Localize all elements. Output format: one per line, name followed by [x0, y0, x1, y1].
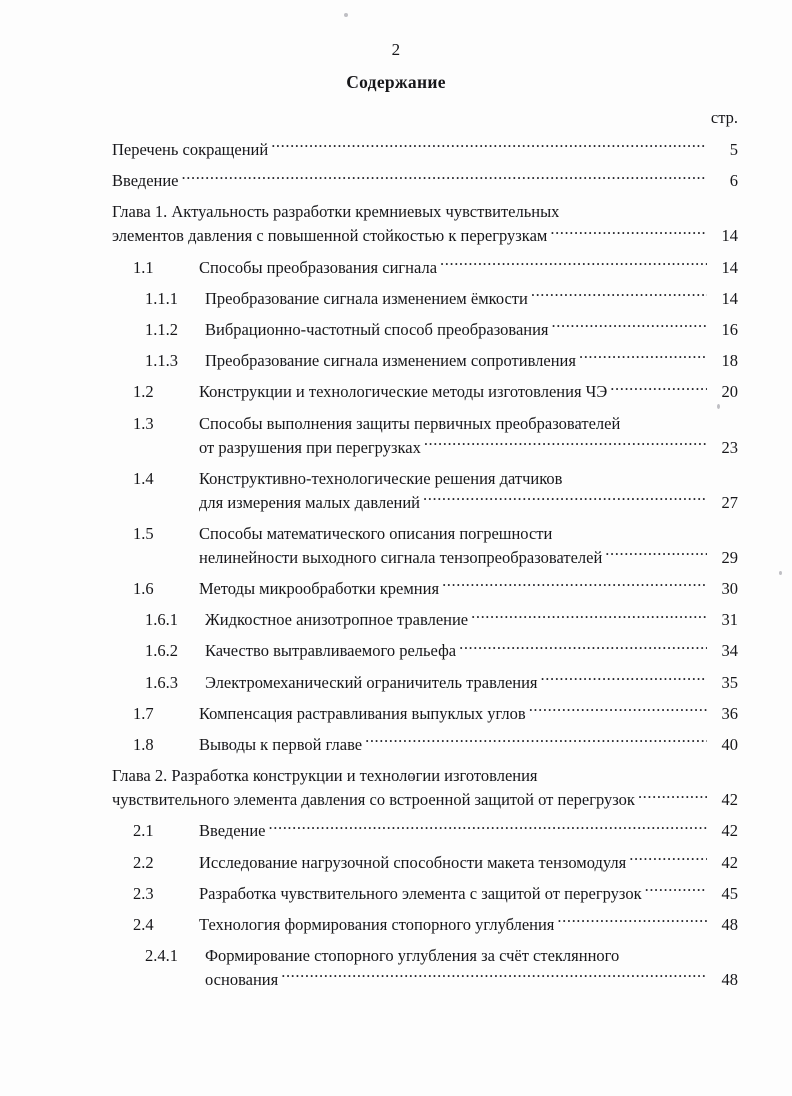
- toc-entry[interactable]: [112, 412, 738, 460]
- toc-entry-title: Конструкции и технологические методы изготовления ЧЭ: [199, 382, 608, 402]
- toc-entry-number: 1.1.3: [145, 351, 178, 371]
- toc-entry-page-number: 42: [721, 790, 738, 810]
- toc-entry-line: [112, 349, 738, 373]
- toc-entry-title: Компенсация растравливания выпуклых углов: [199, 703, 526, 723]
- toc-entry-title: Вибрационно-частотный способ преобразования: [205, 319, 549, 339]
- toc-entry[interactable]: [112, 169, 738, 193]
- toc-entry-title: Способы математического описания погрешности: [199, 523, 553, 543]
- toc-entry[interactable]: [112, 608, 738, 632]
- toc-entry-line: [112, 788, 738, 812]
- toc-entry-title: Способы преобразования сигнала: [199, 257, 438, 277]
- toc-dot-leader: [529, 702, 707, 719]
- toc-dot-leader: [271, 139, 707, 156]
- toc-entry-title: Формирование стопорного углубления за счёт стеклянного: [205, 946, 620, 966]
- toc-dot-leader: [182, 170, 707, 187]
- toc-dot-leader: [424, 436, 707, 453]
- toc-entry-title: основания: [205, 970, 279, 990]
- toc-entry[interactable]: [112, 671, 738, 695]
- toc-entry[interactable]: [112, 287, 738, 311]
- toc-dot-leader: [550, 225, 707, 242]
- toc-entry-number: 1.3: [133, 413, 154, 433]
- toc-dot-leader: [565, 467, 707, 484]
- toc-entry[interactable]: [112, 380, 738, 404]
- toc-entry-title: от разрушения при перегрузках: [199, 437, 421, 457]
- toc-entry-number: 1.8: [133, 735, 154, 754]
- toc-entry-title: элементов давления с повышенной стойкостью к перегрузкам: [112, 226, 548, 246]
- toc-entry-number: 1.7: [133, 703, 154, 723]
- toc-entry-page-number: 23: [721, 437, 738, 457]
- toc-entry-line: [112, 412, 738, 436]
- toc-entry-line: [112, 851, 738, 875]
- toc-entry-page-number: 14: [721, 226, 738, 246]
- toc-entry-title: для измерения малых давлений: [199, 492, 421, 512]
- toc-entry-number: 1.1.2: [145, 319, 178, 339]
- toc-entry[interactable]: [112, 639, 738, 663]
- toc-entry-line: [112, 467, 738, 491]
- toc-entry-line: [112, 968, 738, 992]
- toc-entry-page-number: 27: [721, 492, 738, 512]
- toc-dot-leader: [623, 412, 707, 429]
- toc-entry-page-number: 5: [729, 140, 738, 159]
- toc-entry[interactable]: [112, 349, 738, 373]
- toc-entry-title: Преобразование сигнала изменением ёмкости: [205, 288, 528, 308]
- toc-dot-leader: [605, 546, 707, 563]
- toc-entry-page-number: 14: [721, 288, 738, 308]
- toc-entry-number: 2.2: [133, 852, 154, 872]
- toc-dot-leader: [423, 491, 707, 508]
- toc-entry-number: 1.1.1: [145, 288, 178, 308]
- toc-dot-leader: [557, 913, 707, 930]
- toc-entry-line: [112, 436, 738, 460]
- toc-entry-line: [112, 287, 738, 311]
- toc-entry-number: 1.6.1: [145, 610, 178, 630]
- toc-entry-page-number: 30: [721, 579, 738, 599]
- toc-entry-page-number: 35: [721, 672, 738, 692]
- toc-entry[interactable]: [112, 944, 738, 992]
- toc-entry-number: 2.4.1: [145, 946, 178, 966]
- toc-entry-number: 1.1: [133, 257, 154, 277]
- toc-dot-leader: [645, 882, 707, 899]
- toc-dot-leader: [365, 734, 707, 751]
- toc-entry-title: Способы выполнения защиты первичных преобразователей: [199, 413, 621, 433]
- toc-entry-page-number: 6: [729, 171, 738, 191]
- toc-entry-page-number: 45: [721, 883, 738, 903]
- toc-entry-page-number: 42: [721, 821, 738, 841]
- toc-entry-title: Выводы к первой главе: [199, 735, 363, 754]
- toc-dot-leader: [531, 287, 707, 304]
- toc-entry[interactable]: [112, 577, 738, 601]
- toc-entry-title: Преобразование сигнала изменением сопротивления: [205, 351, 576, 371]
- toc-dot-leader: [281, 969, 707, 986]
- toc-entry[interactable]: [112, 256, 738, 280]
- toc-entry-line: [112, 318, 738, 342]
- toc-dot-leader: [562, 201, 707, 218]
- toc-dot-leader: [638, 789, 707, 806]
- toc-entry[interactable]: [112, 318, 738, 342]
- toc-entry[interactable]: [112, 764, 738, 812]
- toc-entry-page-number: 48: [721, 914, 738, 934]
- toc-entry-title: Глава 1. Актуальность разработки кремниевых чувствительных: [112, 202, 560, 222]
- toc-dot-leader: [442, 578, 707, 595]
- page-folio-number: 2: [391, 40, 401, 59]
- toc-entry-line: [112, 256, 738, 280]
- toc-entry-line: [112, 546, 738, 570]
- toc-entry-title: Введение: [112, 171, 179, 191]
- toc-entry-number: 1.4: [133, 468, 154, 488]
- toc-dot-leader: [610, 381, 707, 398]
- toc-entry[interactable]: [112, 819, 738, 843]
- toc-entry-line: [112, 200, 738, 224]
- toc-entry-line: [112, 702, 738, 726]
- toc-entry-page-number: 34: [721, 641, 738, 661]
- toc-entry[interactable]: [112, 702, 738, 726]
- toc-entry-line: [112, 380, 738, 404]
- toc-entry-title: Методы микрообработки кремния: [199, 579, 440, 599]
- toc-entry[interactable]: [112, 851, 738, 875]
- toc-entry-line: [112, 224, 738, 248]
- toc-entry-page-number: 16: [721, 319, 738, 339]
- page-title: Содержание: [346, 72, 446, 92]
- toc-entry-line: [112, 138, 738, 162]
- toc-dot-leader: [541, 671, 707, 688]
- page-column-header: стр.: [710, 108, 738, 127]
- toc-entry-line: [112, 944, 738, 968]
- toc-dot-leader: [622, 945, 707, 962]
- toc-entry[interactable]: [112, 733, 738, 757]
- toc-entry[interactable]: [112, 138, 738, 162]
- toc-entry-line: [112, 577, 738, 601]
- toc-entry-line: [112, 169, 738, 193]
- toc-entry-page-number: 36: [721, 703, 738, 723]
- toc-entry-page-number: 31: [721, 610, 738, 630]
- toc-dot-leader: [579, 350, 707, 367]
- toc-entry-page-number: 48: [721, 970, 738, 990]
- toc-entry-title: Исследование нагрузочной способности макета тензомодуля: [199, 852, 627, 872]
- toc-entry-page-number: 42: [721, 852, 738, 872]
- toc-entry-title: Конструктивно-технологические решения датчиков: [199, 468, 563, 488]
- toc-entry-page-number: 20: [721, 382, 738, 402]
- toc-entry-title: Технология формирования стопорного углубления: [199, 914, 555, 934]
- toc-entry-title: Жидкостное анизотропное травление: [205, 610, 469, 630]
- toc-entry-number: 1.6: [133, 579, 154, 599]
- toc-entry-line: [112, 671, 738, 695]
- toc-entry-number: 1.6.2: [145, 641, 178, 661]
- toc-entry-line: [112, 491, 738, 515]
- toc-entry-title: Качество вытравливаемого рельефа: [205, 641, 457, 661]
- toc-entry-page-number: 29: [721, 547, 738, 567]
- toc-entry-line: [112, 913, 738, 937]
- toc-entry-page-number: 14: [721, 257, 738, 277]
- toc-entry-line: [112, 882, 738, 906]
- toc-entry-page-number: 18: [721, 351, 738, 371]
- toc-entry-line: [112, 819, 738, 843]
- toc-entry-title: Введение: [199, 821, 266, 841]
- toc-entry[interactable]: [112, 522, 738, 570]
- toc-entry-number: 1.6.3: [145, 672, 178, 692]
- toc-entry-title: Разработка чувствительного элемента с защитой от перегрузок: [199, 883, 642, 903]
- toc-entry-title: Глава 2. Разработка конструкции и технологии изготовления: [112, 766, 538, 786]
- toc-dot-leader: [629, 851, 707, 868]
- toc-entry-number: 1.5: [133, 523, 154, 543]
- toc-dot-leader: [541, 765, 707, 782]
- toc-entry-number: 2.1: [133, 821, 154, 841]
- toc-entry-title: нелинейности выходного сигнала тензопреобразователей: [199, 547, 603, 567]
- toc-entry[interactable]: [112, 882, 738, 906]
- toc-dot-leader: [269, 820, 707, 837]
- toc-entry-line: [112, 522, 738, 546]
- toc-entry-page-number: 40: [721, 735, 738, 754]
- toc-entry[interactable]: [112, 200, 738, 248]
- toc-dot-leader: [459, 640, 707, 657]
- toc-entry-title: Перечень сокращений: [112, 140, 269, 159]
- toc-entry-title: чувствительного элемента давления со встроенной защитой от перегрузок: [112, 790, 635, 810]
- toc-entry-line: [112, 733, 738, 757]
- toc-entry-number: 2.4: [133, 914, 154, 934]
- toc-entry-line: [112, 764, 738, 788]
- toc-dot-leader: [440, 256, 707, 273]
- toc-entry-line: [112, 608, 738, 632]
- toc-entry-line: [112, 639, 738, 663]
- toc-dot-leader: [555, 522, 707, 539]
- toc-entry[interactable]: [112, 467, 738, 515]
- toc-entry-title: Электромеханический ограничитель травления: [205, 672, 538, 692]
- scan-speckle: [344, 13, 348, 17]
- scan-speckle: [779, 571, 782, 575]
- toc-entry-number: 2.3: [133, 883, 154, 903]
- toc-dot-leader: [552, 318, 707, 335]
- toc-dot-leader: [471, 609, 707, 626]
- toc-entry-number: 1.2: [133, 382, 154, 402]
- toc-entry[interactable]: [112, 913, 738, 937]
- table-of-contents: [112, 138, 738, 999]
